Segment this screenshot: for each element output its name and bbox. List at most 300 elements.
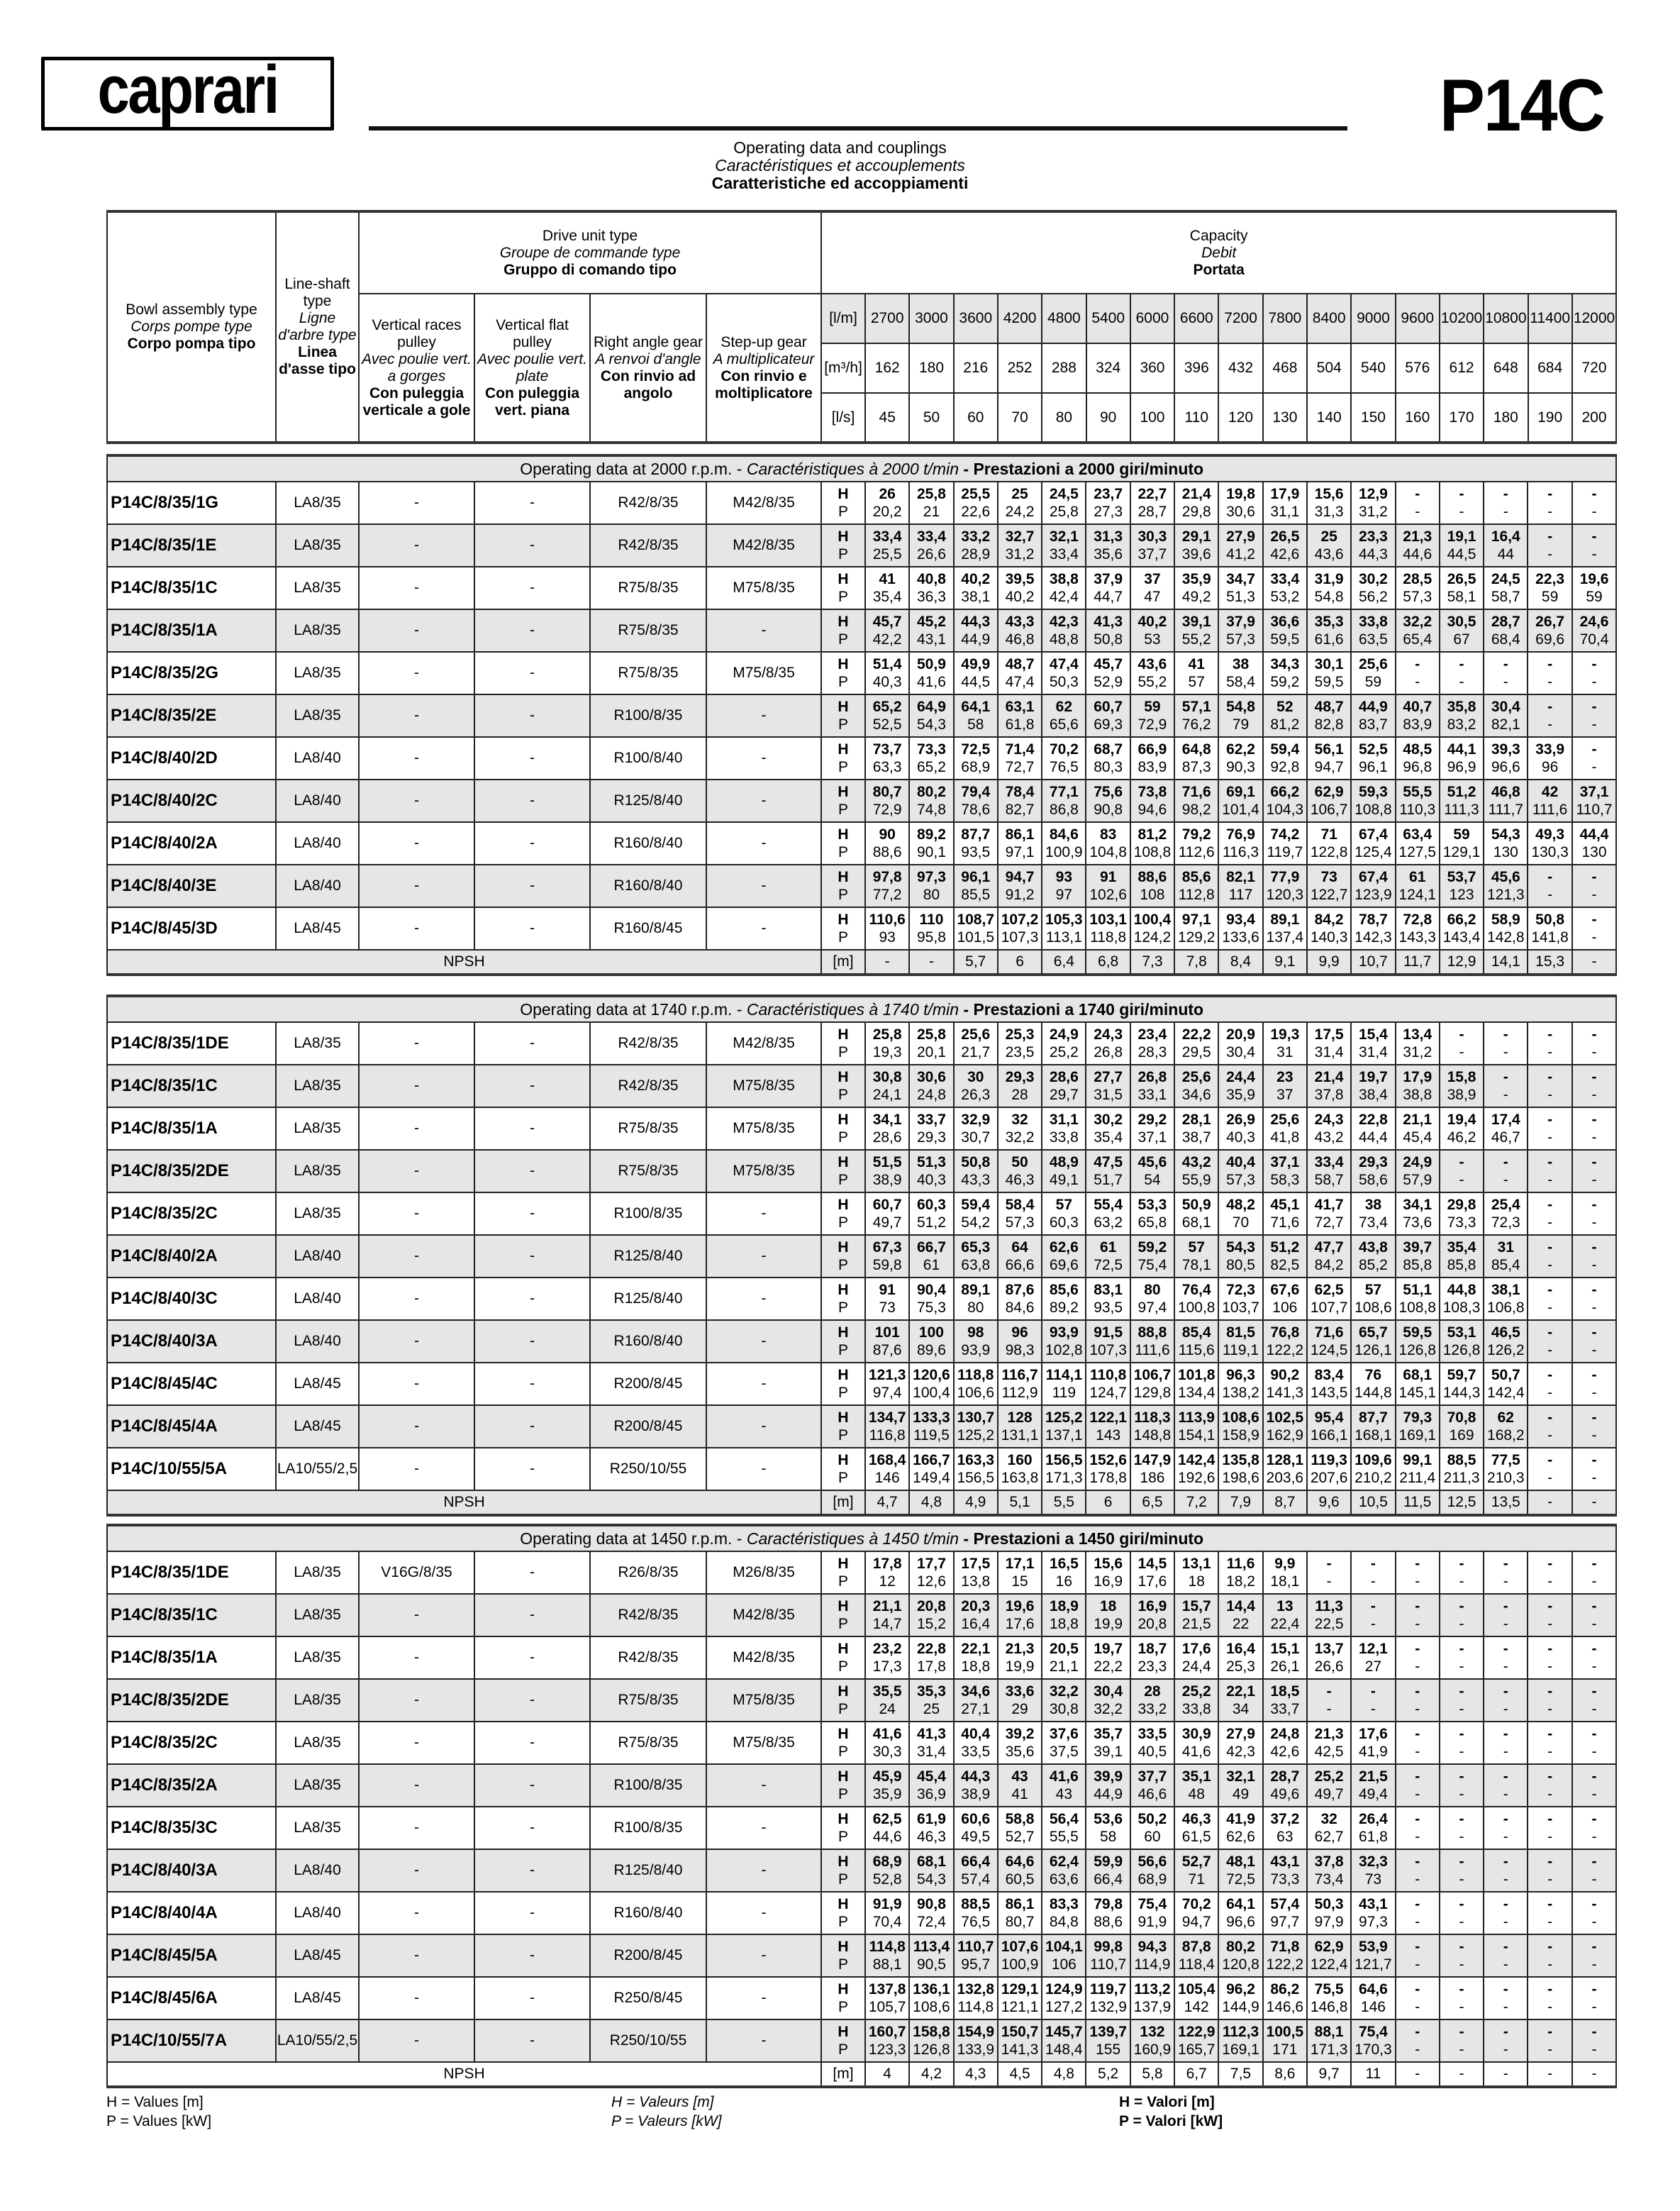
npsh-value: 12,5 bbox=[1440, 1490, 1484, 1515]
power-value: 73,6 bbox=[1403, 1214, 1433, 1231]
value-cell bbox=[909, 1977, 953, 2019]
value-cell bbox=[1307, 1448, 1351, 1490]
bowl-type: P14C/8/45/4C bbox=[107, 1363, 276, 1405]
table-row bbox=[107, 1977, 1616, 2019]
head-value: 85,6 bbox=[1181, 869, 1211, 885]
head-value: 17,5 bbox=[1314, 1026, 1344, 1043]
p-label: P bbox=[838, 759, 848, 775]
value-cell bbox=[998, 1807, 1042, 1849]
power-value: 31,4 bbox=[917, 1744, 946, 1760]
power-value: 43 bbox=[1055, 1786, 1073, 1802]
value-cell bbox=[1042, 1636, 1086, 1679]
head-value: 59,3 bbox=[1358, 784, 1388, 800]
head-value: 61 bbox=[1409, 869, 1426, 885]
races-pulley: - bbox=[359, 1192, 474, 1235]
head-value: 46,3 bbox=[1181, 1811, 1211, 1827]
head-value: 57 bbox=[1364, 1282, 1382, 1298]
power-value: 98,2 bbox=[1181, 802, 1211, 818]
capacity-lm-cell: 11400 bbox=[1528, 294, 1572, 343]
power-value: 125,4 bbox=[1354, 844, 1392, 860]
value-cell bbox=[1130, 1551, 1174, 1594]
value-cell bbox=[865, 1107, 909, 1150]
value-cell bbox=[1572, 1764, 1617, 1807]
npsh-value: 6 bbox=[998, 950, 1042, 975]
power-value: 43,6 bbox=[1314, 546, 1344, 563]
table-row bbox=[107, 865, 1616, 907]
value-cell bbox=[1484, 482, 1528, 524]
power-value: 85,4 bbox=[1491, 1257, 1520, 1273]
flat-pulley: - bbox=[474, 1363, 590, 1405]
head-value: 42,3 bbox=[1049, 614, 1079, 630]
head-value: 24,6 bbox=[1579, 614, 1609, 630]
head-value: 109,6 bbox=[1354, 1452, 1392, 1468]
value-cell bbox=[1130, 1594, 1174, 1636]
power-value: 24,1 bbox=[872, 1087, 902, 1103]
head-value: 150,7 bbox=[1001, 2024, 1039, 2040]
head-value: 25,8 bbox=[917, 486, 946, 502]
value-cell bbox=[1528, 1892, 1571, 1934]
head-value: 62,2 bbox=[1226, 741, 1255, 758]
lineshaft-type: LA8/35 bbox=[276, 1722, 359, 1764]
head-value: - bbox=[1415, 1896, 1420, 1912]
value-cell bbox=[1440, 907, 1484, 950]
value-cell bbox=[1396, 1636, 1440, 1679]
head-value: 26,8 bbox=[1137, 1069, 1167, 1085]
power-value: 44,6 bbox=[1403, 546, 1433, 563]
capacity-m3h-cell: 180 bbox=[909, 343, 953, 393]
head-value: 166,7 bbox=[913, 1452, 950, 1468]
power-value: 41,8 bbox=[1270, 1129, 1300, 1146]
power-value: 122,4 bbox=[1310, 1956, 1348, 1973]
power-value: - bbox=[1591, 759, 1597, 775]
power-value: 83,9 bbox=[1403, 716, 1433, 733]
right-angle-gear: R42/8/35 bbox=[590, 1594, 706, 1636]
head-value: 25 bbox=[1320, 528, 1337, 545]
value-cell bbox=[1528, 1636, 1571, 1679]
head-value: 34,6 bbox=[961, 1683, 991, 1700]
power-value: 108,6 bbox=[913, 1999, 950, 2015]
power-value: 97,4 bbox=[1137, 1300, 1167, 1316]
right-angle-gear: R75/8/35 bbox=[590, 567, 706, 609]
power-value: 42,6 bbox=[1270, 1744, 1300, 1760]
value-cell bbox=[954, 1192, 998, 1235]
value-cell bbox=[1086, 1065, 1130, 1107]
power-value: 123,9 bbox=[1354, 887, 1392, 903]
head-value: - bbox=[1415, 2024, 1420, 2040]
power-value: - bbox=[1459, 1172, 1464, 1188]
head-value: 64,1 bbox=[1226, 1896, 1255, 1912]
value-cell bbox=[1351, 865, 1395, 907]
head-value: 11,6 bbox=[1226, 1556, 1255, 1572]
value-cell bbox=[1307, 652, 1351, 694]
head-value: 73,7 bbox=[872, 741, 902, 758]
table-row bbox=[107, 1022, 1616, 1065]
power-value: 18,1 bbox=[1270, 1573, 1300, 1590]
power-value: 43,3 bbox=[961, 1172, 991, 1188]
power-value: 40,3 bbox=[1226, 1129, 1255, 1146]
value-cell bbox=[1263, 1320, 1307, 1363]
step-up-gear: - bbox=[706, 737, 821, 780]
value-cell bbox=[954, 1320, 998, 1363]
power-value: - bbox=[1459, 1786, 1464, 1802]
value-cell bbox=[1351, 524, 1395, 567]
head-value: - bbox=[1503, 1641, 1508, 1657]
head-value: 24,4 bbox=[1226, 1069, 1255, 1085]
head-value: 33,4 bbox=[872, 528, 902, 545]
value-cell bbox=[1218, 1065, 1262, 1107]
step-up-gear: - bbox=[706, 1192, 821, 1235]
value-cell bbox=[1528, 1849, 1571, 1892]
head-value: 94,3 bbox=[1137, 1939, 1167, 1955]
head-value: 64,6 bbox=[1358, 1981, 1388, 1997]
power-value: - bbox=[1459, 1829, 1464, 1845]
power-value: - bbox=[1547, 2041, 1553, 2058]
value-cell bbox=[1351, 1405, 1395, 1448]
power-value: 156,5 bbox=[957, 1470, 995, 1486]
capacity-ls-cell: 70 bbox=[998, 393, 1042, 443]
value-cell bbox=[1351, 1150, 1395, 1192]
head-value: 88,1 bbox=[1314, 2024, 1344, 2040]
value-cell bbox=[998, 1977, 1042, 2019]
value-cell bbox=[865, 1235, 909, 1278]
head-value: 61 bbox=[1099, 1239, 1117, 1256]
head-value: 22,8 bbox=[917, 1641, 946, 1657]
head-value: - bbox=[1591, 1112, 1597, 1128]
right-angle-gear: R100/8/35 bbox=[590, 1807, 706, 1849]
value-cell bbox=[1351, 1022, 1395, 1065]
head-value: - bbox=[1547, 1452, 1553, 1468]
npsh-row bbox=[107, 2062, 1616, 2087]
value-cell bbox=[1218, 1892, 1262, 1934]
head-value: 36,6 bbox=[1270, 614, 1300, 630]
races-pulley: - bbox=[359, 652, 474, 694]
value-cell bbox=[1528, 1679, 1571, 1722]
value-cell bbox=[1440, 1636, 1484, 1679]
head-value: 35,8 bbox=[1447, 699, 1476, 715]
value-cell bbox=[1572, 609, 1617, 652]
head-value: 106,7 bbox=[1133, 1367, 1172, 1383]
value-cell bbox=[1086, 609, 1130, 652]
power-value: 26,6 bbox=[1314, 1658, 1344, 1675]
value-cell bbox=[1263, 822, 1307, 865]
value-cell bbox=[1572, 482, 1617, 524]
power-value: 19,9 bbox=[1094, 1616, 1123, 1632]
power-value: 27,1 bbox=[961, 1701, 991, 1717]
races-pulley: - bbox=[359, 2019, 474, 2062]
races-pulley: - bbox=[359, 524, 474, 567]
value-cell bbox=[1351, 1722, 1395, 1764]
head-value: - bbox=[1547, 1768, 1553, 1785]
value-cell bbox=[1307, 1679, 1351, 1722]
npsh-value: 7,9 bbox=[1218, 1490, 1262, 1515]
h-label: H bbox=[838, 486, 849, 502]
head-value: 51,2 bbox=[1270, 1239, 1300, 1256]
power-value: - bbox=[1591, 504, 1597, 520]
npsh-value: - bbox=[909, 950, 953, 975]
head-value: 95,4 bbox=[1314, 1409, 1344, 1426]
value-cell bbox=[1130, 1722, 1174, 1764]
head-value: 105,3 bbox=[1045, 911, 1083, 928]
power-value: 111,6 bbox=[1532, 802, 1568, 818]
value-cell bbox=[1396, 1722, 1440, 1764]
value-cell bbox=[1174, 1594, 1218, 1636]
value-cell bbox=[1307, 1807, 1351, 1849]
value-cell bbox=[1086, 737, 1130, 780]
value-cell bbox=[1351, 567, 1395, 609]
value-cell bbox=[1042, 482, 1086, 524]
head-value: 19,4 bbox=[1447, 1112, 1476, 1128]
head-value: 21,4 bbox=[1314, 1069, 1344, 1085]
head-value: 53,7 bbox=[1447, 869, 1476, 885]
races-pulley: - bbox=[359, 1278, 474, 1320]
power-value: 35,4 bbox=[872, 589, 902, 605]
value-cell bbox=[1396, 1594, 1440, 1636]
head-value: 71,4 bbox=[1005, 741, 1035, 758]
value-cell bbox=[1484, 1934, 1528, 1977]
power-value: 110,7 bbox=[1576, 802, 1613, 818]
value-cell bbox=[1351, 1278, 1395, 1320]
value-cell bbox=[1130, 1892, 1174, 1934]
h-label: H bbox=[838, 528, 849, 545]
bowl-type: P14C/8/45/6A bbox=[107, 1977, 276, 2019]
power-value: 26,3 bbox=[961, 1087, 991, 1103]
power-value: 126,2 bbox=[1487, 1342, 1525, 1358]
power-value: 144,9 bbox=[1222, 1999, 1259, 2015]
value-cell bbox=[1351, 1849, 1395, 1892]
value-cell bbox=[1218, 780, 1262, 822]
head-value: 21,5 bbox=[1358, 1768, 1388, 1785]
head-value: 56,1 bbox=[1314, 741, 1344, 758]
value-cell bbox=[1218, 907, 1262, 950]
head-value: 152,6 bbox=[1089, 1452, 1127, 1468]
value-cell bbox=[1130, 1235, 1174, 1278]
step-up-gear: - bbox=[706, 907, 821, 950]
head-value: - bbox=[1547, 486, 1553, 502]
head-value: - bbox=[1459, 1641, 1464, 1657]
power-value: 82,1 bbox=[1491, 716, 1520, 733]
power-value: 143,4 bbox=[1442, 929, 1481, 946]
head-value: 32,7 bbox=[1005, 528, 1035, 545]
power-value: 69,6 bbox=[1049, 1257, 1079, 1273]
head-value: 78,4 bbox=[1005, 784, 1035, 800]
value-cell bbox=[1484, 652, 1528, 694]
table-row bbox=[107, 652, 1616, 694]
power-value: 65,8 bbox=[1137, 1214, 1167, 1231]
step-up-gear: - bbox=[706, 1363, 821, 1405]
head-value: 119,7 bbox=[1089, 1981, 1127, 1997]
value-cell bbox=[1528, 652, 1571, 694]
value-cell bbox=[909, 1594, 953, 1636]
head-value: 90,8 bbox=[917, 1896, 946, 1912]
head-value: 34,7 bbox=[1226, 571, 1255, 587]
value-cell bbox=[1396, 482, 1440, 524]
value-cell bbox=[1528, 1405, 1571, 1448]
power-value: - bbox=[1415, 2041, 1420, 2058]
head-value: 110 bbox=[919, 911, 944, 928]
value-cell bbox=[1218, 1022, 1262, 1065]
power-value: 144,8 bbox=[1354, 1385, 1392, 1401]
capacity-ls-cell: 100 bbox=[1130, 393, 1174, 443]
value-cell bbox=[909, 1934, 953, 1977]
power-value: 28,6 bbox=[872, 1129, 902, 1146]
value-cell bbox=[954, 567, 998, 609]
head-value: 70,2 bbox=[1181, 1896, 1211, 1912]
step-up-gear: - bbox=[706, 1849, 821, 1892]
head-value: 23,2 bbox=[872, 1641, 902, 1657]
flat-pulley: - bbox=[474, 737, 590, 780]
value-cell bbox=[1307, 822, 1351, 865]
lineshaft-type: LA8/35 bbox=[276, 1764, 359, 1807]
head-value: 27,9 bbox=[1226, 1726, 1255, 1742]
power-value: 160,9 bbox=[1133, 2041, 1172, 2058]
power-value: 50,8 bbox=[1094, 631, 1123, 648]
value-cell bbox=[1218, 1448, 1262, 1490]
head-value: 130,7 bbox=[957, 1409, 995, 1426]
bowl-type: P14C/8/35/2C bbox=[107, 1722, 276, 1764]
value-cell bbox=[1174, 1065, 1218, 1107]
step-up-gear: - bbox=[706, 1405, 821, 1448]
value-cell bbox=[1086, 652, 1130, 694]
power-value: - bbox=[1415, 1786, 1420, 1802]
value-cell bbox=[1440, 1065, 1484, 1107]
flat-pulley: - bbox=[474, 524, 590, 567]
value-cell bbox=[998, 737, 1042, 780]
lineshaft-type: LA10/55/2,5 bbox=[276, 2019, 359, 2062]
races-pulley: - bbox=[359, 1807, 474, 1849]
value-cell bbox=[1174, 1278, 1218, 1320]
head-value: 113,4 bbox=[913, 1939, 950, 1955]
flat-pulley: - bbox=[474, 567, 590, 609]
value-cell bbox=[954, 1448, 998, 1490]
lineshaft-type: LA8/40 bbox=[276, 1849, 359, 1892]
head-value: 74,2 bbox=[1270, 826, 1300, 843]
power-value: 59,2 bbox=[1270, 674, 1300, 690]
value-cell bbox=[865, 1679, 909, 1722]
power-value: 141,8 bbox=[1531, 929, 1569, 946]
value-cell bbox=[1528, 609, 1571, 652]
value-cell bbox=[1528, 1448, 1571, 1490]
power-value: 91,2 bbox=[1005, 887, 1035, 903]
head-value: 37,9 bbox=[1226, 614, 1255, 630]
head-value: 98 bbox=[967, 1324, 984, 1341]
head-value: 87,7 bbox=[961, 826, 991, 843]
value-cell bbox=[1528, 1594, 1571, 1636]
head-value: 54,8 bbox=[1226, 699, 1255, 715]
hp-label bbox=[821, 1679, 865, 1722]
value-cell bbox=[1440, 1022, 1484, 1065]
value-cell bbox=[998, 1065, 1042, 1107]
value-cell bbox=[1351, 737, 1395, 780]
power-value: 132,9 bbox=[1089, 1999, 1127, 2015]
head-value: 68,9 bbox=[872, 1853, 902, 1870]
head-value: 34,1 bbox=[1403, 1197, 1433, 1213]
head-value: 96,3 bbox=[1226, 1367, 1255, 1383]
head-value: - bbox=[1503, 1981, 1508, 1997]
stepup-header-it: Con rinvio e moltiplicatore bbox=[715, 367, 813, 401]
value-cell bbox=[909, 1764, 953, 1807]
head-value: 110,6 bbox=[869, 911, 906, 928]
capacity-lm-cell: 6000 bbox=[1130, 294, 1174, 343]
right-angle-gear: R42/8/35 bbox=[590, 482, 706, 524]
value-cell bbox=[909, 1722, 953, 1764]
head-value: 101,8 bbox=[1177, 1367, 1216, 1383]
head-value: 129,1 bbox=[1001, 1981, 1039, 1997]
head-value: 33,5 bbox=[1137, 1726, 1167, 1742]
power-value: 168,1 bbox=[1354, 1427, 1392, 1443]
power-value: 40,5 bbox=[1137, 1744, 1167, 1760]
head-value: 35,3 bbox=[1314, 614, 1344, 630]
head-value: 83,1 bbox=[1094, 1282, 1123, 1298]
power-value: - bbox=[1591, 674, 1597, 690]
right-angle-gear: R160/8/40 bbox=[590, 822, 706, 865]
head-value: 47,4 bbox=[1049, 656, 1079, 672]
power-value: 96,6 bbox=[1491, 759, 1520, 775]
right-angle-gear: R100/8/40 bbox=[590, 737, 706, 780]
power-value: - bbox=[1415, 1701, 1420, 1717]
power-value: - bbox=[1547, 1573, 1553, 1590]
power-value: 24 bbox=[879, 1701, 896, 1717]
power-value: 133,9 bbox=[957, 2041, 995, 2058]
power-value: 122,2 bbox=[1266, 1956, 1304, 1973]
power-value: 44,5 bbox=[1447, 546, 1476, 563]
lineshaft-type: LA8/35 bbox=[276, 652, 359, 694]
head-value: 43 bbox=[1011, 1768, 1028, 1785]
head-value: - bbox=[1459, 1726, 1464, 1742]
head-value: 75,5 bbox=[1314, 1981, 1344, 1997]
value-cell bbox=[1263, 1892, 1307, 1934]
value-cell bbox=[1263, 1934, 1307, 1977]
power-value: 115,6 bbox=[1178, 1342, 1215, 1358]
value-cell bbox=[998, 1107, 1042, 1150]
power-value: 92,8 bbox=[1270, 759, 1300, 775]
power-value: 110,3 bbox=[1399, 802, 1436, 818]
power-value: 35,4 bbox=[1094, 1129, 1123, 1146]
head-value: - bbox=[1591, 1768, 1597, 1785]
value-cell bbox=[1572, 737, 1617, 780]
power-value: 94,6 bbox=[1137, 802, 1167, 818]
power-value: 38,8 bbox=[1403, 1087, 1433, 1103]
npsh-value: 4,8 bbox=[909, 1490, 953, 1515]
value-cell bbox=[998, 1022, 1042, 1065]
power-value: 149,4 bbox=[913, 1470, 950, 1486]
head-value: - bbox=[1547, 2024, 1553, 2040]
value-cell bbox=[1174, 1192, 1218, 1235]
head-value: 44,4 bbox=[1579, 826, 1609, 843]
power-value: 110,7 bbox=[1090, 1956, 1127, 1973]
head-value: - bbox=[1547, 656, 1553, 672]
value-cell bbox=[1130, 1849, 1174, 1892]
power-value: 169 bbox=[1449, 1427, 1474, 1443]
bowl-type: P14C/8/40/4A bbox=[107, 1892, 276, 1934]
step-up-gear: M75/8/35 bbox=[706, 1150, 821, 1192]
value-cell bbox=[1218, 1636, 1262, 1679]
flat-pulley: - bbox=[474, 1022, 590, 1065]
power-value: 155 bbox=[1096, 2041, 1121, 2058]
power-value: 54,8 bbox=[1314, 589, 1344, 605]
npsh-value: 5,7 bbox=[954, 950, 998, 975]
races-pulley: - bbox=[359, 1320, 474, 1363]
value-cell bbox=[1263, 1722, 1307, 1764]
power-value: 24,4 bbox=[1181, 1658, 1211, 1675]
head-value: 45,6 bbox=[1137, 1154, 1167, 1170]
power-value: 129,8 bbox=[1133, 1385, 1172, 1401]
head-value: 105,4 bbox=[1177, 1981, 1216, 1997]
npsh-value: 11,7 bbox=[1396, 950, 1440, 975]
power-value: 131,1 bbox=[1001, 1427, 1039, 1443]
power-value: 124,1 bbox=[1398, 887, 1436, 903]
head-value: 97,3 bbox=[917, 869, 946, 885]
power-value: - bbox=[1547, 1385, 1553, 1401]
